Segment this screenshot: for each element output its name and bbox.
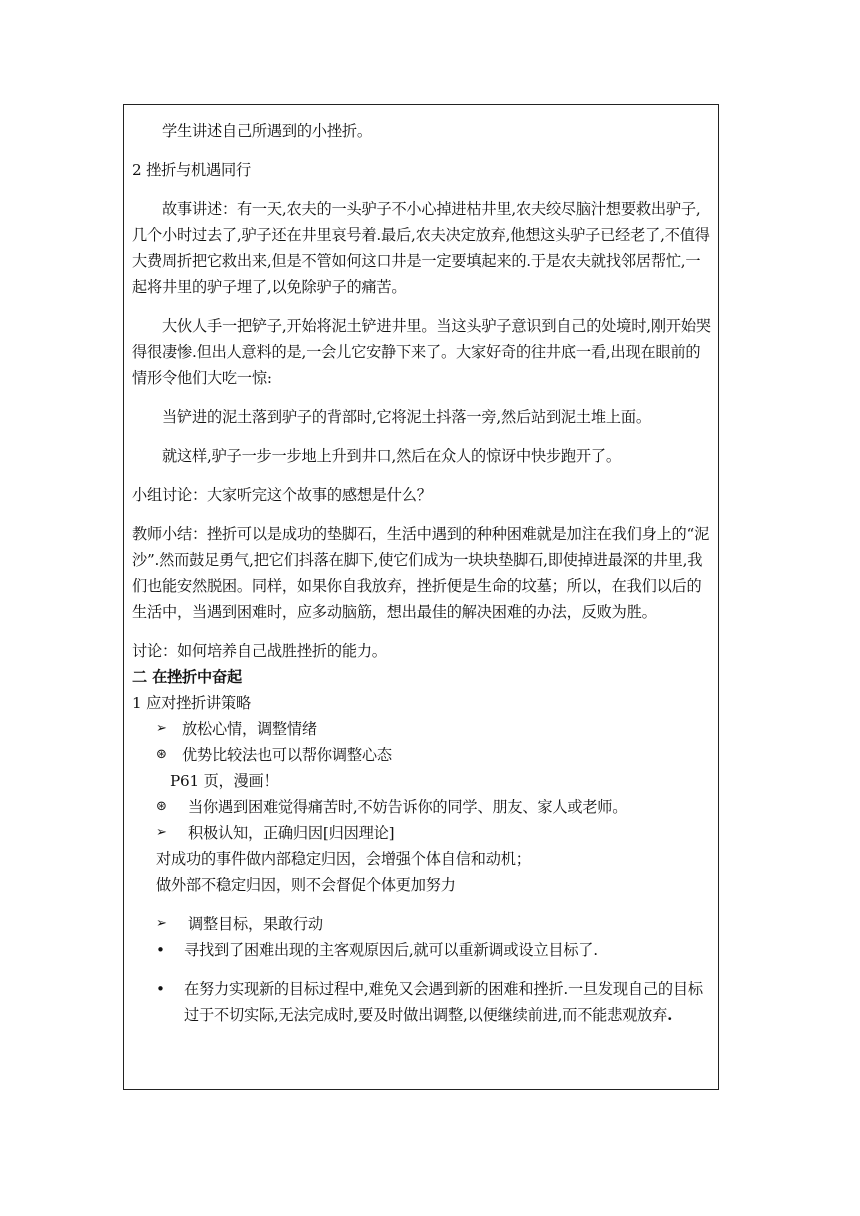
list-item-text: 积极认知，正确归因[归因理论] [188,824,395,842]
list-item-text: 当你遇到困难觉得痛苦时,不妨告诉你的同学、朋友、家人或老师。 [188,798,628,816]
paragraph-discussion: 讨论：如何培养自己战胜挫折的能力。 [132,642,387,660]
list-item [132,794,714,820]
list-item [132,937,714,963]
list-item-text-main: 在努力实现新的目标过程中,难免又会遇到新的困难和挫折.一旦发现自己的目标过于不切实际,无法完成时,要及时做出调整,以便继续前进,而不能悲观放弃 [184,980,703,1024]
list-item [132,742,714,768]
list-item [132,911,714,937]
section-heading-setback-opportunity: 2 挫折与机遇同行 [132,161,252,179]
arrow-bullet-icon: ➢ [156,721,167,736]
paragraph-donkey-story: 故事讲述：有一天,农夫的一头驴子不小心掉进枯井里,农夫绞尽脑汁想要救出驴子,几个小时过去了,驴子还在井里哀号着.最后,农夫决定放弃,他想这头驴子已经老了,不值得大费周折把它救出来,但是不管如何这口井是一定要填起来的.于是农夫就找邻居帮忙,一起将井里的驴子埋了,以免除驴子的痛苦。 [132,200,710,296]
list-item-text: 寻找到了困难出现的主客观原因后,就可以重新调或设立目标了. [184,941,598,959]
list-item-text: 放松心情，调整情绪 [182,720,317,738]
paragraph-dirt-shaken: 当铲进的泥土落到驴子的背部时,它将泥土抖落一旁,然后站到泥土堆上面。 [162,408,651,426]
paragraph-shovels: 大伙人手一把铲子,开始将泥土铲进井里。当这头驴子意识到自己的处境时,刚开始哭得很凄惨.但出人意料的是,一会儿它安静下来了。大家好奇的往井底一看,出现在眼前的情形令他们大吃一惊: [132,317,711,387]
document-body [132,118,714,1028]
paragraph-donkey-escapes: 就这样,驴子一步一步地上升到井口,然后在众人的惊讶中快步跑开了。 [162,447,621,465]
dot-bullet-icon: • [156,941,165,959]
paragraph-student-story: 学生讲述自己所遇到的小挫折。 [162,122,372,140]
list-item-text: 优势比较法也可以帮你调整心态 [182,746,392,764]
paragraph-group-discussion: 小组讨论：大家听完这个故事的感想是什么？ [132,486,432,504]
flower-bullet-icon: ⊛ [156,799,167,814]
list-item-subtext: P61 页，漫画！ [170,772,279,790]
list-item-text: 调整目标，果敢行动 [188,915,323,933]
paragraph-teacher-summary: 教师小结：挫折可以是成功的垫脚石，生活中遇到的种种困难就是加注在我们身上的“泥沙”.然而鼓足勇气,把它们抖落在脚下,使它们成为一块块垫脚石,即使掉进最深的井里,我们也能安然脱困。同样，如果你自我放弃，挫折便是生命的坟墓；所以，在我们以后的生活中，当遇到困难时，应多动脑筋，想出最佳的解决困难的办法，反败为胜。 [132,525,710,621]
list-item [132,976,714,1028]
arrow-bullet-icon: ➢ [156,825,167,840]
flower-bullet-icon: ⊛ [156,747,167,762]
dot-bullet-icon: • [156,980,165,998]
list-item-text [184,980,703,1024]
attribution-line: 做外部不稳定归因，则不会督促个体更加努力 [156,876,456,894]
arrow-bullet-icon: ➢ [156,916,167,931]
list-item [132,820,714,846]
heading-rise-from-setback: 二 在挫折中奋起 [132,668,242,686]
list-item-text-end: . [667,1006,673,1024]
attribution-line: 对成功的事件做内部稳定归因，会增强个体自信和动机； [156,850,531,868]
list-item [132,716,714,742]
heading-coping-strategy: 1 应对挫折讲策略 [132,694,252,712]
